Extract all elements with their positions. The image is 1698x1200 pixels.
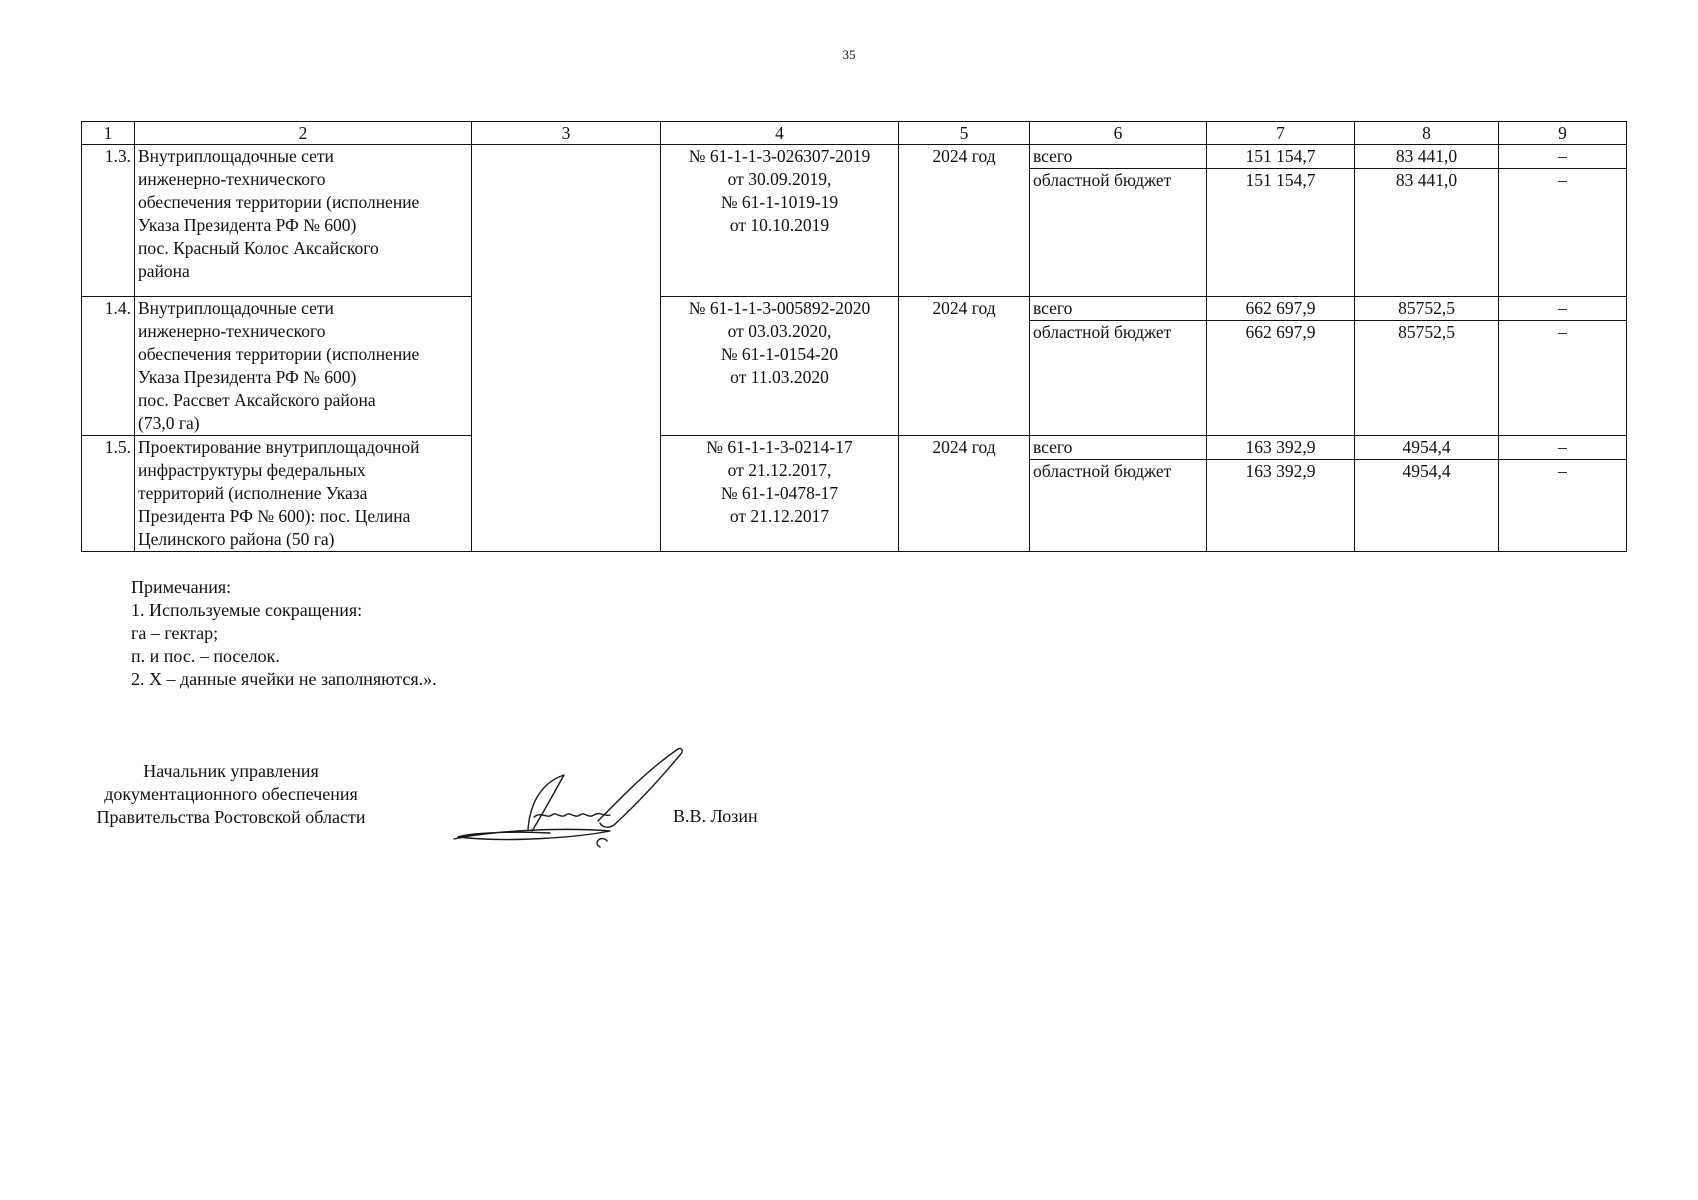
- document-cell: [661, 145, 899, 297]
- note-line: 1. Используемые сокращения:: [131, 600, 363, 620]
- value-col9: –: [1499, 436, 1627, 460]
- signatory-title-line: Правительства Ростовской области: [96, 807, 366, 827]
- name-line: инфраструктуры федеральных: [138, 460, 366, 480]
- header-cell: 3: [472, 122, 661, 145]
- name-line: пос. Рассвет Аксайского района: [138, 390, 376, 410]
- doc-line: № 61-1-1-3-026307-2019: [688, 146, 871, 166]
- header-cell: 9: [1499, 122, 1627, 145]
- year-cell: 2024 год: [899, 436, 1030, 552]
- value-col7: 662 697,9: [1207, 321, 1355, 436]
- doc-line: от 03.03.2020,: [727, 321, 832, 341]
- document-cell: [661, 436, 899, 552]
- value-col8: 85752,5: [1355, 321, 1499, 436]
- source-label: областной бюджет: [1030, 460, 1207, 552]
- year-cell: 2024 год: [899, 145, 1030, 297]
- doc-line: № 61-1-1-3-005892-2020: [688, 298, 871, 318]
- value-col8: 83 441,0: [1355, 145, 1499, 169]
- doc-line: от 11.03.2020: [730, 367, 829, 387]
- doc-line: от 10.10.2019: [729, 215, 830, 235]
- value-col9: –: [1499, 145, 1627, 169]
- row-number: 1.3.: [82, 145, 135, 297]
- signatory-title-line: Начальник управления: [143, 761, 319, 781]
- value-col8: 4954,4: [1355, 460, 1499, 552]
- value-col8: 85752,5: [1355, 297, 1499, 321]
- table-row: [82, 436, 1627, 460]
- handwritten-signature: [450, 745, 690, 860]
- notes-block: [131, 576, 437, 691]
- name-line: Президента РФ № 600): пос. Целина: [138, 506, 411, 526]
- header-cell: 4: [661, 122, 899, 145]
- value-col8: 4954,4: [1355, 436, 1499, 460]
- table-row: [82, 297, 1627, 321]
- value-col8: 83 441,0: [1355, 169, 1499, 297]
- name-line: района: [138, 261, 190, 281]
- doc-line: № 61-1-0154-20: [720, 344, 839, 364]
- source-label: всего: [1030, 297, 1207, 321]
- name-line: Целинского района (50 га): [138, 529, 335, 549]
- header-cell: 1: [82, 122, 135, 145]
- signatory-name: В.В. Лозин: [673, 806, 758, 826]
- doc-line: от 21.12.2017,: [727, 460, 832, 480]
- page-number: 35: [842, 47, 856, 62]
- header-cell: 6: [1030, 122, 1207, 145]
- funding-table: [81, 121, 1627, 552]
- value-col7: 662 697,9: [1207, 297, 1355, 321]
- source-label: областной бюджет: [1030, 169, 1207, 297]
- value-col9: –: [1499, 321, 1627, 436]
- name-line: (73,0 га): [138, 413, 200, 433]
- source-label: областной бюджет: [1030, 321, 1207, 436]
- source-label: всего: [1030, 145, 1207, 169]
- name-line: Внутриплощадочные сети: [138, 146, 334, 166]
- note-line: 2. Х – данные ячейки не заполняются.».: [131, 669, 437, 689]
- header-cell: 7: [1207, 122, 1355, 145]
- name-line: обеспечения территории (исполнение: [138, 344, 420, 364]
- object-name-cell: [135, 145, 472, 297]
- header-cell: 5: [899, 122, 1030, 145]
- row-number: 1.4.: [82, 297, 135, 436]
- column-3-cell: [472, 145, 661, 552]
- name-line: обеспечения территории (исполнение: [138, 192, 420, 212]
- source-label: всего: [1030, 436, 1207, 460]
- value-col7: 151 154,7: [1207, 145, 1355, 169]
- name-line: пос. Красный Колос Аксайского: [138, 238, 379, 258]
- name-line: Указа Президента РФ № 600): [138, 215, 357, 235]
- row-number: 1.5.: [82, 436, 135, 552]
- header-cell: 8: [1355, 122, 1499, 145]
- notes-title: Примечания:: [131, 577, 232, 597]
- signatory-title-line: документационного обеспечения: [104, 784, 358, 804]
- year-cell: 2024 год: [899, 297, 1030, 436]
- doc-line: от 30.09.2019,: [727, 169, 832, 189]
- name-line: Проектирование внутриплощадочной: [138, 437, 420, 457]
- note-line: п. и пос. – поселок.: [131, 646, 280, 666]
- value-col9: –: [1499, 169, 1627, 297]
- name-line: территорий (исполнение Указа: [138, 483, 368, 503]
- document-cell: [661, 297, 899, 436]
- doc-line: от 21.12.2017: [729, 506, 830, 526]
- table-row: [82, 145, 1627, 169]
- header-cell: 2: [135, 122, 472, 145]
- object-name-cell: [135, 297, 472, 436]
- value-col7: 163 392,9: [1207, 436, 1355, 460]
- name-line: Указа Президента РФ № 600): [138, 367, 357, 387]
- object-name-cell: [135, 436, 472, 552]
- doc-line: № 61-1-1-3-0214-17: [706, 437, 853, 457]
- table-header-row: [82, 122, 1627, 145]
- note-line: га – гектар;: [131, 623, 219, 643]
- value-col7: 163 392,9: [1207, 460, 1355, 552]
- value-col7: 151 154,7: [1207, 169, 1355, 297]
- value-col9: –: [1499, 297, 1627, 321]
- name-line: инженерно-технического: [138, 321, 326, 341]
- value-col9: –: [1499, 460, 1627, 552]
- name-line: Внутриплощадочные сети: [138, 298, 334, 318]
- signatory-title: [71, 760, 391, 829]
- doc-line: № 61-1-1019-19: [720, 192, 839, 212]
- name-line: инженерно-технического: [138, 169, 326, 189]
- doc-line: № 61-1-0478-17: [720, 483, 839, 503]
